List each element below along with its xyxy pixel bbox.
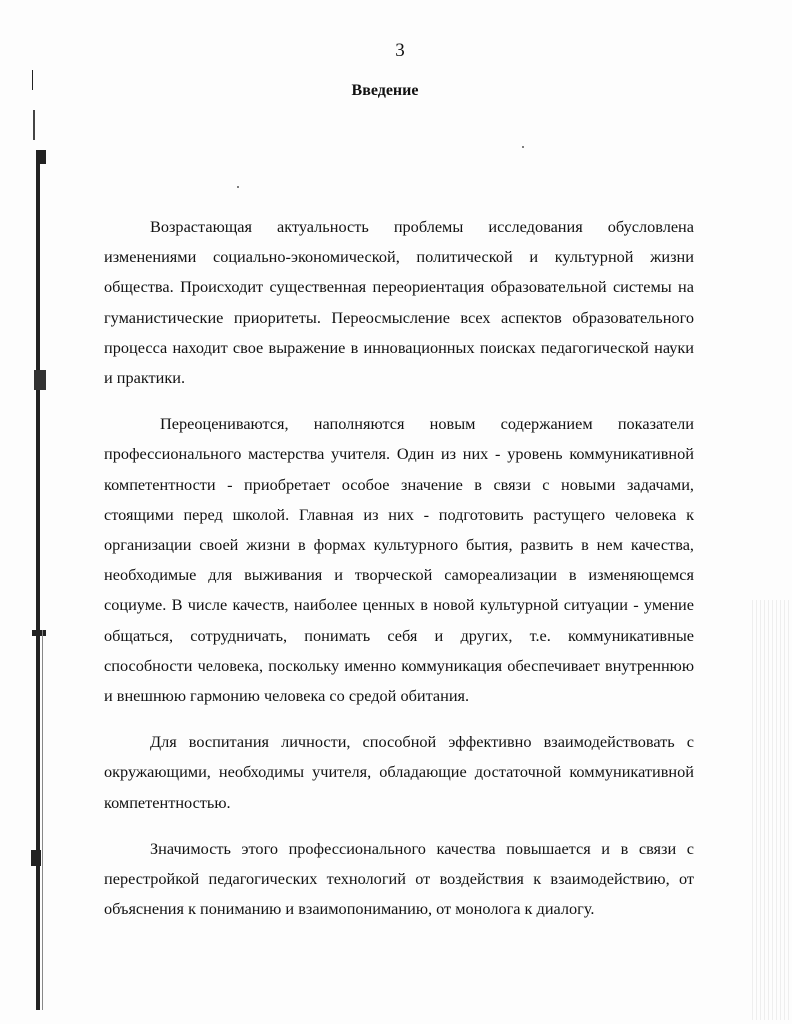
paragraph-1: Возрастающая актуальность проблемы исследования обусловлена изменениями социально-экономической, политической и культурной жизни общества. Происходит существенная переориентация образовательной системы на гуманистические приоритеты. Переосмысление всех аспектов образовательного процесса находит свое выражение в инновационных поисках педагогической науки и практики. [104, 217, 694, 388]
page-number: 3 [395, 40, 405, 61]
paragraph-2: Переоцениваются, наполняются новым содержанием показатели профессионального мастерства учителя. Один из них - уровень коммуникативной компетентности - приобретает особое значение в связи с новыми задачами, стоящими перед школой. Главная из них - подготовить растущего человека к организации своей жизни в формах культурного бытия, развить в нем качества, необходимые для выживания и творческой самореализации в изменяющемся социуме. В числе качеств, наиболее ценных в новой культурной ситуации - умение общаться, сотрудничать, понимать себя и других, т.е. коммуникативные способности человека, поскольку именно коммуникация обеспечивает внутреннюю и внешнюю гармонию человека со средой обитания. [104, 414, 694, 706]
scan-edge-artifact [28, 70, 50, 1020]
section-heading: Введение [351, 82, 419, 99]
paragraph-4: Значимость этого профессионального качества повышается и в связи с перестройкой педагогических технологий от воздействия к взаимодействию, от объяснения к пониманию и взаимопониманию, от монолога к диалогу. [104, 838, 694, 919]
scan-speck [522, 146, 524, 148]
paragraph-3: Для воспитания личности, способной эффективно взаимодействовать с окружающими, необходимы учителя, обладающие достаточной коммуникативной компетентностью. [104, 732, 694, 812]
scan-noise [752, 600, 792, 1020]
body-text [104, 212, 694, 924]
scan-speck [237, 186, 239, 188]
